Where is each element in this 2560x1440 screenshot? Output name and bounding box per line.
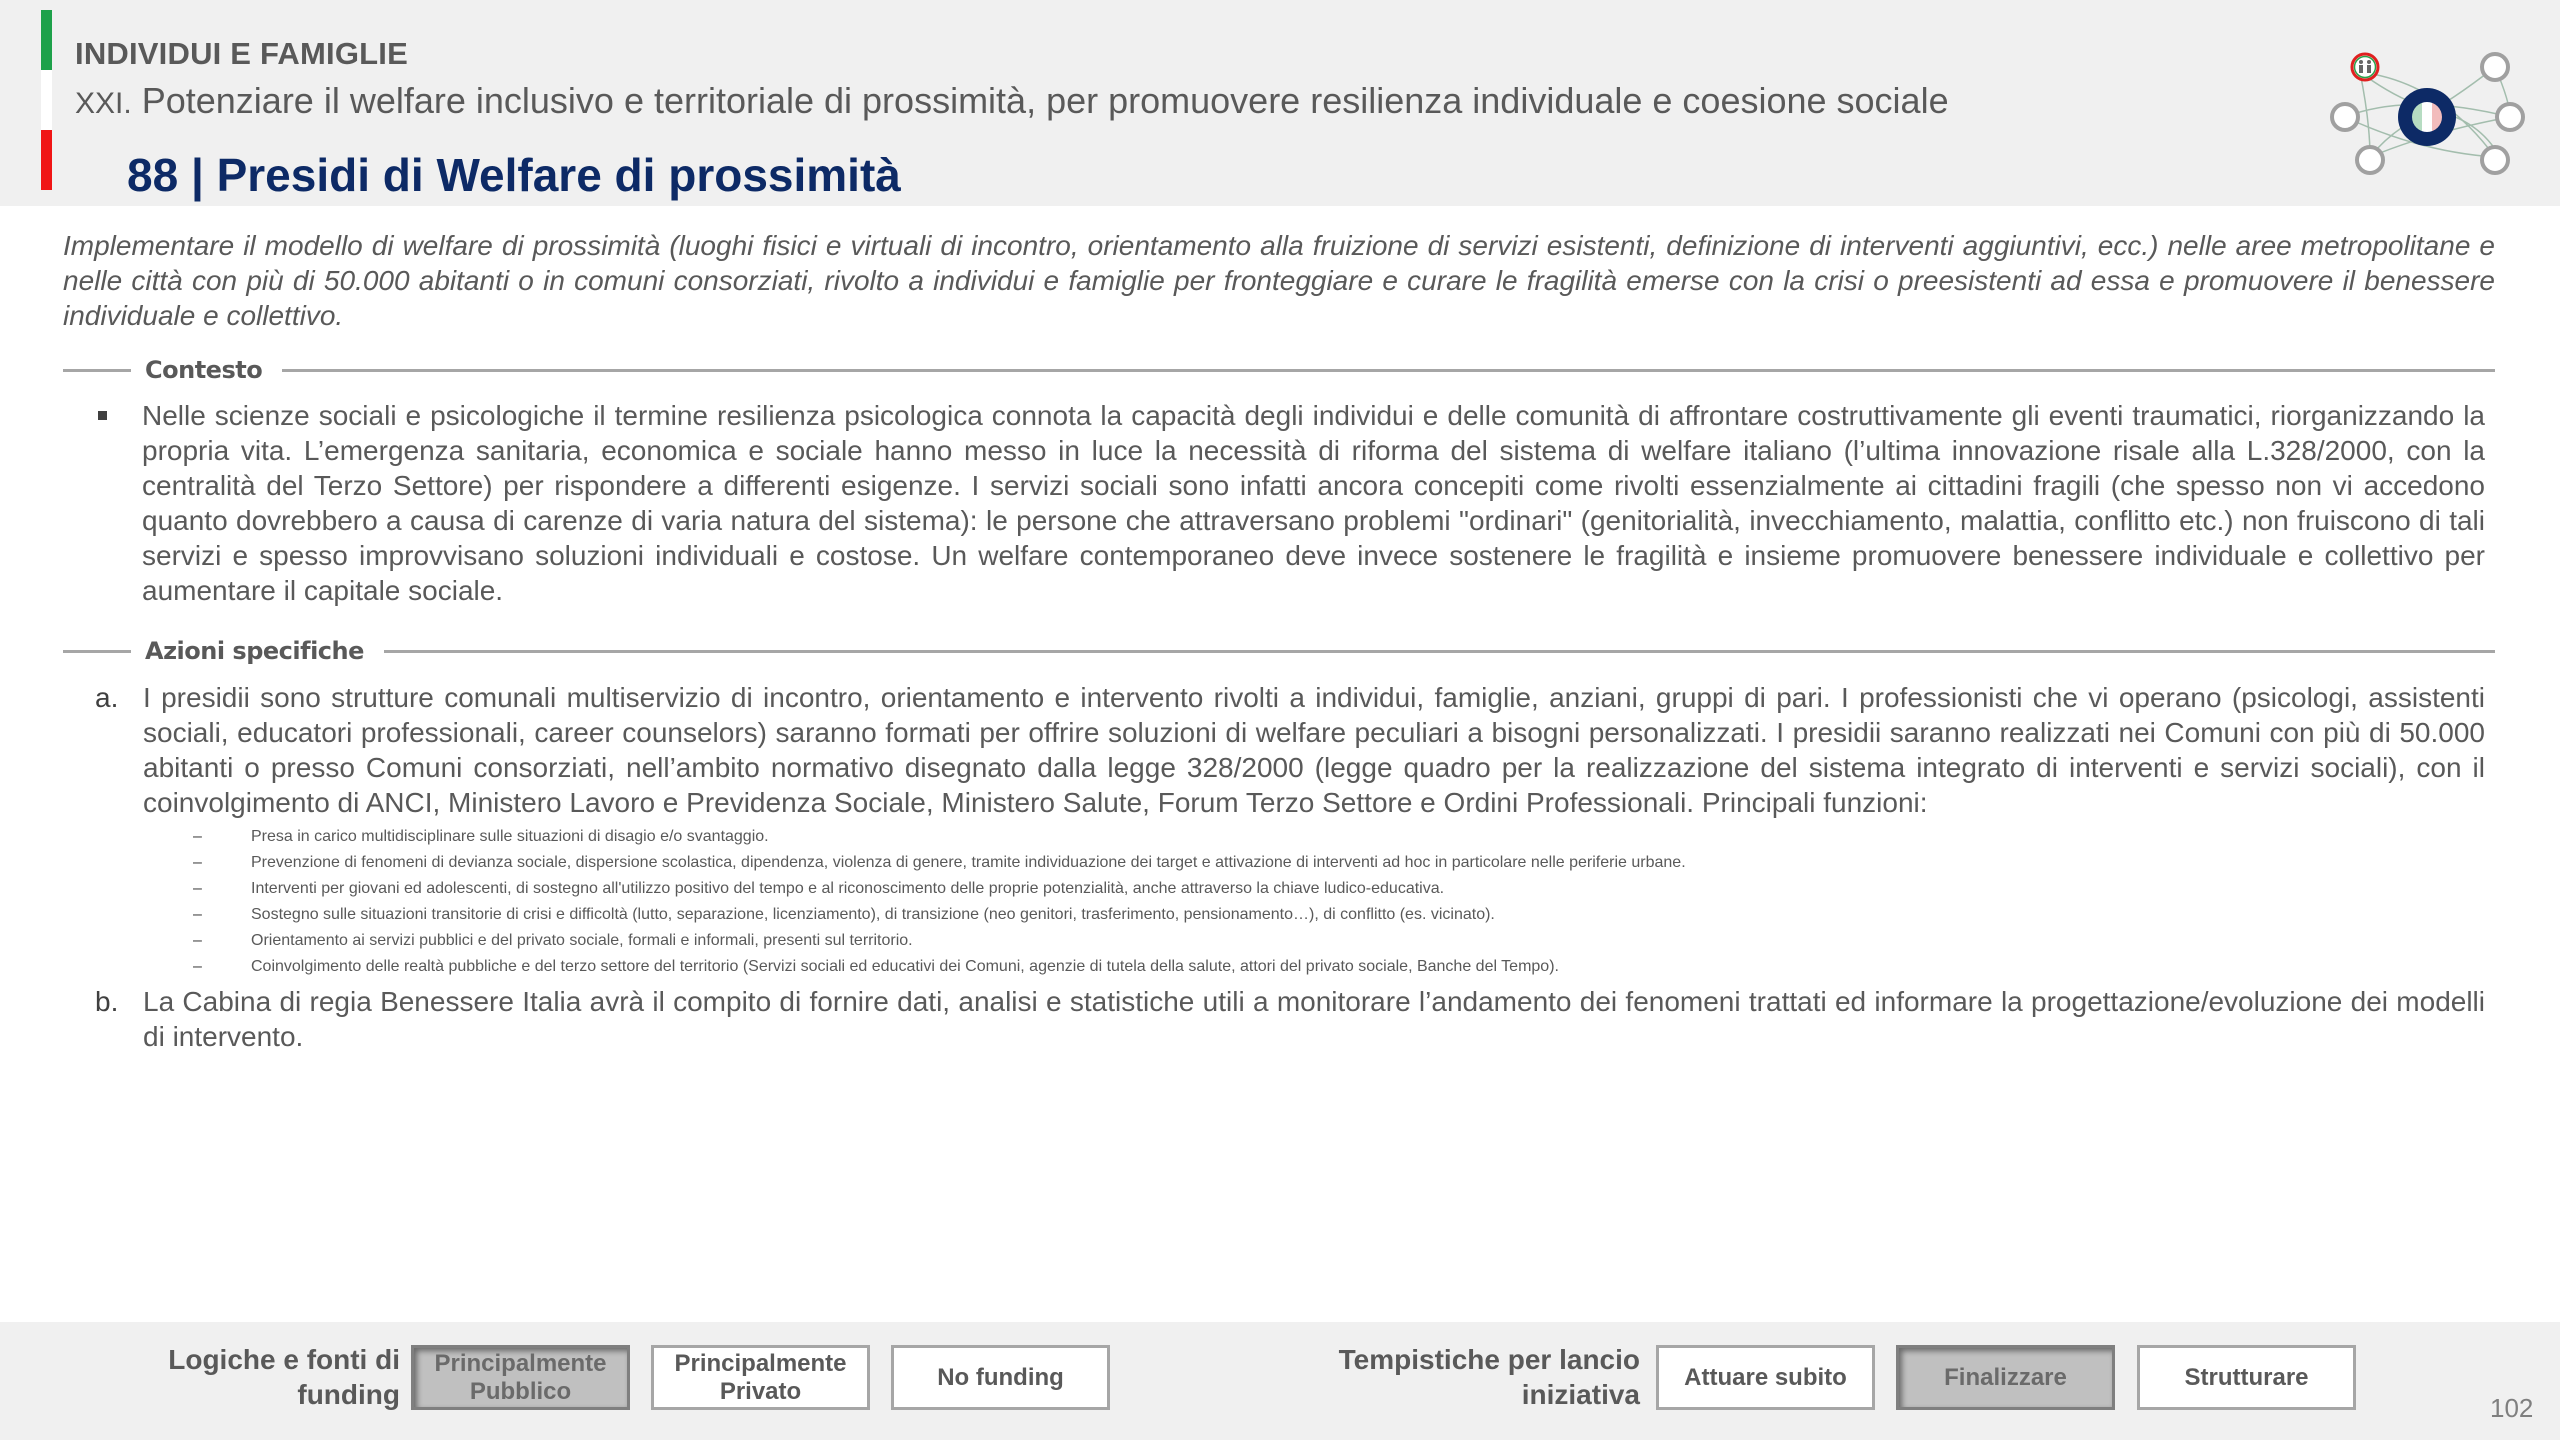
sub-item-text: Sostegno sulle situazioni transitorie di crisi e difficoltà (lutto, separazione, licenziamento), di transizione (neo genitori, trasferimento, pensionamento…), di conflitto (es. vicinato).: [251, 906, 1495, 923]
funding-option-pubblico[interactable]: Principalmente Pubblico: [411, 1345, 630, 1410]
list-item: [193, 932, 2485, 950]
azioni-heading: [63, 633, 2495, 669]
section-label: INDIVIDUI E FAMIGLIE: [75, 36, 408, 71]
azione-text: I presidii sono strutture comunali multiservizio di incontro, orientamento e intervento rivolti a individui, famiglie, anziani, gruppi di pari. I professionisti che vi operano (psicologi, assistenti sociali, educatori professionali, career counselors) saranno formati per offrire soluzioni di welfare peculiari a bisogni personalizzati. I presidii saranno realizzati nei Comuni con più di 50.000 abitanti o presso Comuni consorziati, nell’ambito normativo disegnato dalla legge 328/2000 (legge quadro per la realizzazione del sistema integrato di interventi e servizi sociali), con il coinvolgimento di ANCI, Ministero Lavoro e Previdenza Sociale, Ministero Salute, Forum Terzo Settore e Ordini Professionali. Principali funzioni:: [143, 682, 2485, 818]
list-item: [95, 984, 2485, 1054]
azione-text: La Cabina di regia Benessere Italia avrà il compito di fornire dati, analisi e statistiche utili a monitorare l’andamento dei fenomeni trattati ed informare la progettazione/evoluzione dei modelli di intervento.: [143, 986, 2485, 1052]
list-item: [95, 398, 2485, 608]
sub-item-text: Presa in carico multidisciplinare sulle situazioni di disagio e/o svantaggio.: [251, 828, 769, 845]
sub-list: [95, 828, 2485, 976]
network-node: [2357, 147, 2383, 173]
sub-item-text: Orientamento ai servizi pubblici e del privato sociale, formali e informali, presenti sul territorio.: [251, 932, 913, 949]
italian-flag-bar: [41, 10, 52, 190]
flag-white-stripe: [41, 70, 52, 130]
page-title: 88 | Presidi di Welfare di prossimità: [127, 149, 901, 201]
timing-label: Tempistiche per lancio iniziativa: [1338, 1344, 1640, 1410]
page-number: 102: [2490, 1393, 2534, 1423]
sub-item-text: Coinvolgimento delle realtà pubbliche e del terzo settore del territorio (Servizi sociali ed educativi dei Comuni, agenzie di tutela della salute, attori del privato sociale, Banche del Tempo).: [251, 958, 1559, 975]
dash-bullet-icon: –: [193, 958, 202, 975]
chapter-number: XXI.: [75, 87, 132, 120]
sub-item-text: Prevenzione di fenomeni di devianza sociale, dispersione scolastica, dipendenza, violenza di genere, tramite individuazione dei target e attivazione di interventi ad hoc in particolare nelle periferie urbane.: [251, 854, 1686, 871]
list-item: [95, 680, 2485, 820]
chapter-title: Potenziare il welfare inclusivo e territoriale di prossimità, per promuovere resilienza individuale e coesione sociale: [141, 80, 1949, 121]
contesto-list: [95, 398, 2485, 608]
network-node: [2482, 54, 2508, 80]
list-marker: a.: [95, 682, 119, 713]
header-band: [0, 0, 2560, 206]
azioni-heading-label: Azioni specifiche: [145, 637, 364, 665]
family-network-icon: [2330, 42, 2530, 187]
network-node: [2482, 147, 2508, 173]
heading-divider: [63, 369, 131, 372]
network-node: [2497, 104, 2523, 130]
timing-option-strutturare[interactable]: Strutturare: [2137, 1345, 2356, 1410]
funding-option-no-funding[interactable]: No funding: [891, 1345, 1110, 1410]
funding-option-privato[interactable]: Principalmente Privato: [651, 1345, 870, 1410]
list-item: [193, 854, 2485, 872]
dash-bullet-icon: –: [193, 906, 202, 923]
sub-item-text: Interventi per giovani ed adolescenti, di sostegno all'utilizzo positivo del tempo e al riconoscimento delle proprie potenzialità, anche attraverso la chiave ludico-educativa.: [251, 880, 1445, 897]
family-node-icon: [2352, 54, 2378, 80]
azioni-list: [95, 680, 2485, 1054]
heading-divider: [282, 369, 2495, 372]
heading-divider: [63, 650, 131, 653]
chapter-heading: [75, 80, 1949, 122]
list-marker: b.: [95, 986, 119, 1017]
dash-bullet-icon: –: [193, 880, 202, 897]
contesto-heading: [63, 352, 2495, 388]
contesto-heading-label: Contesto: [145, 356, 263, 384]
funding-label: Logiche e fonti di funding: [168, 1344, 400, 1410]
dash-bullet-icon: –: [193, 932, 202, 949]
contesto-text: Nelle scienze sociali e psicologiche il termine resilienza psicologica connota la capacità degli individui e delle comunità di affrontare costruttivamente gli eventi traumatici, riorganizzando la propria vita. L’emergenza sanitaria, economica e sociale hanno messo in luce la necessità di riforma del sistema di welfare italiano (l’ultima innovazione risale alla L.328/2000, con la centralità del Terzo Settore) per rispondere a differenti esigenze. I servizi sociali sono infatti ancora concepiti come rivolti essenzialmente ai cittadini fragili (che spesso non vi accedono quanto dovrebbero a causa di carenze di varia natura del sistema): le persone che attraversano problemi "ordinari" (genitorialità, invecchiamento, malattia, conflitto etc.) non fruiscono di tali servizi e spesso improvvisano soluzioni individuali e costose. Un welfare contemporaneo deve invece sostenere le fragilità e insieme promuovere benessere individuale e collettivo per aumentare il capitale sociale.: [142, 400, 2485, 606]
square-bullet-icon: [95, 398, 142, 608]
flag-green-stripe: [41, 10, 52, 70]
flag-red-stripe: [41, 130, 52, 190]
network-node: [2332, 104, 2358, 130]
heading-divider: [384, 650, 2495, 653]
intro-paragraph: Implementare il modello di welfare di prossimità (luoghi fisici e virtuali di incontro, orientamento alla fruizione di servizi esistenti, definizione di interventi aggiuntivi, ecc.) nelle aree metropolitane e nelle città con più di 50.000 abitanti o in comuni consorziati, rivolto a individui e famiglie per fronteggiare e curare le fragilità emerse con la crisi o preesistenti ad essa e promuovere il benessere individuale e collettivo.: [63, 230, 2495, 331]
list-item: [193, 880, 2485, 898]
dash-bullet-icon: –: [193, 828, 202, 845]
list-item: [193, 906, 2485, 924]
list-item: [193, 828, 2485, 846]
dash-bullet-icon: –: [193, 854, 202, 871]
list-item: [193, 958, 2485, 976]
timing-option-attuare-subito[interactable]: Attuare subito: [1656, 1345, 1875, 1410]
timing-option-finalizzare[interactable]: Finalizzare: [1896, 1345, 2115, 1410]
